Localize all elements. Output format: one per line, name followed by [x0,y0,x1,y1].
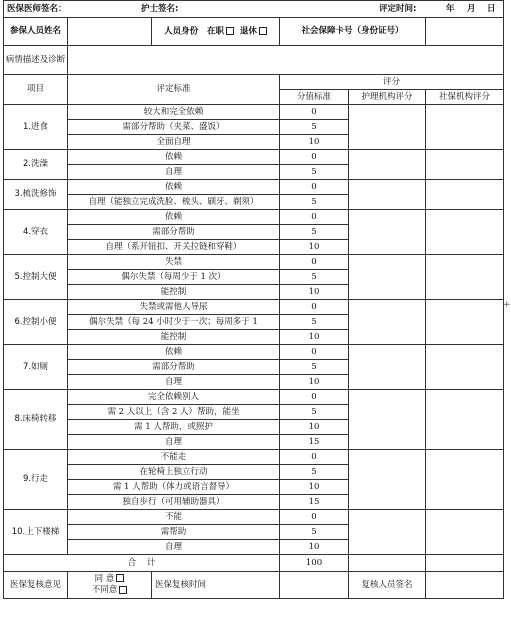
item-header: 项目 [4,75,68,105]
criteria-score: 10 [280,540,349,555]
criteria-score: 5 [280,195,349,210]
criteria-score: 10 [280,480,349,495]
item-name: 10.上下楼梯 [4,510,68,555]
nursing-score-cell[interactable] [349,255,426,300]
criteria-score: 5 [280,225,349,240]
signature-header-row [4,1,504,18]
score-header: 评分 [280,75,504,90]
total-label: 合 计 [4,555,280,572]
status-retired-label: 退休 [239,26,257,37]
nursing-score-cell[interactable] [349,210,426,255]
identity-label: 人员身份 [164,26,199,37]
social-score-cell[interactable] [426,210,504,255]
status-working-checkbox[interactable] [226,27,234,35]
criteria-score: 10 [280,330,349,345]
criteria-score: 15 [280,495,349,510]
social-score-cell[interactable] [426,255,504,300]
items-body [4,105,504,555]
nursing-score-cell[interactable] [349,450,426,510]
month-label: 月 [467,4,476,14]
disagree-label: 不同意 [91,585,118,595]
criteria-score: 5 [280,405,349,420]
criteria-text: 不能 [68,510,280,525]
criteria-text: 需部分帮助 [68,225,280,240]
criteria-score: 5 [280,165,349,180]
review-time-label: 医保复核时间 [152,572,280,599]
criteria-score: 0 [280,105,349,120]
criteria-text: 需部分帮助（夹菜、盛饭） [68,120,280,135]
social-score-cell[interactable] [426,150,504,180]
criteria-score: 5 [280,315,349,330]
criteria-text: 较大和完全依赖 [68,105,280,120]
item-name: 5.控制大便 [4,255,68,300]
social-score-cell[interactable] [426,450,504,510]
criteria-score: 5 [280,525,349,540]
nurse-sign-label: 护士签名: [141,4,179,14]
criteria-score: 15 [280,435,349,450]
criteria-text: 全面自理 [68,135,280,150]
criteria-row [4,450,504,465]
agree-checkbox[interactable] [116,574,124,582]
criteria-score: 0 [280,390,349,405]
criteria-score: 0 [280,450,349,465]
criteria-text: 自理 [68,165,280,180]
criteria-text: 需 1 人帮助（体力或语言督导） [68,480,280,495]
nursing-score-cell[interactable] [349,345,426,390]
nursing-score-cell[interactable] [349,105,426,150]
criteria-text: 在轮椅上独立行动 [68,465,280,480]
margin-mark: + [503,300,511,310]
criteria-row [4,510,504,525]
criteria-text: 需 2 人以上（含 2 人）帮助，能坐 [68,405,280,420]
criteria-text: 失禁 [68,255,280,270]
criteria-text: 完全依赖别人 [68,390,280,405]
criteria-score: 10 [280,420,349,435]
criteria-text: 需 1 人帮助，或照护 [68,420,280,435]
social-score-cell[interactable] [426,180,504,210]
social-score-cell[interactable] [426,345,504,390]
review-opinion-label: 医保复核意见 [4,572,68,599]
criteria-row [4,300,504,315]
condition-field[interactable] [68,46,504,75]
nursing-score-cell[interactable] [349,300,426,345]
criteria-score: 10 [280,135,349,150]
item-name: 6.控制小便 [4,300,68,345]
total-score: 100 [280,555,349,572]
criteria-score: 10 [280,285,349,300]
criteria-score: 5 [280,270,349,285]
criteria-text: 依赖 [68,345,280,360]
status-retired-checkbox[interactable] [259,27,267,35]
criteria-score: 5 [280,360,349,375]
assessment-form [3,0,503,599]
year-label: 年 [446,4,455,14]
identity-cell [152,18,280,46]
disagree-checkbox[interactable] [119,586,127,594]
social-score-header: 社保机构评分 [426,90,504,105]
item-name: 9.行走 [4,450,68,510]
criteria-score: 0 [280,180,349,195]
score-standard-header: 分值标准 [280,90,349,105]
criteria-score: 5 [280,120,349,135]
item-name: 7.如厕 [4,345,68,390]
criteria-text: 失禁或需他人导尿 [68,300,280,315]
reviewer-sign-label: 复核人员签名 [349,572,426,599]
criteria-score: 10 [280,375,349,390]
eval-time-label: 评定时间: [379,4,417,14]
item-name: 8.床椅转移 [4,390,68,450]
criteria-score: 0 [280,345,349,360]
review-time-field[interactable] [280,572,349,599]
criteria-text: 需部分帮助 [68,360,280,375]
criteria-score: 5 [280,465,349,480]
day-label: 日 [487,4,496,14]
criteria-text: 依赖 [68,150,280,165]
criteria-text: 依赖 [68,210,280,225]
item-name: 1.进食 [4,105,68,150]
criteria-row [4,105,504,120]
social-score-cell[interactable] [426,390,504,450]
item-name: 4.穿衣 [4,210,68,255]
criteria-text: 独自步行（可用辅助器具） [68,495,280,510]
criteria-score: 10 [280,240,349,255]
insured-name-label: 参保人员姓名 [4,18,68,46]
review-choice-cell [68,572,152,599]
form-table [3,0,504,599]
nursing-score-cell[interactable] [349,150,426,180]
standard-header: 评定标准 [68,75,280,105]
criteria-text: 自理（系开钮扣、开关拉链和穿鞋） [68,240,280,255]
criteria-text: 偶尔失禁（每 24 小时少于一次；每周多于 1 [68,315,280,330]
criteria-row [4,180,504,195]
social-score-cell[interactable] [426,105,504,150]
criteria-row [4,255,504,270]
criteria-row [4,150,504,165]
nursing-score-cell[interactable] [349,510,426,555]
criteria-text: 能控制 [68,285,280,300]
doctor-sign-label: 医保医师签名： [7,3,67,14]
criteria-text: 自理 [68,435,280,450]
total-social-score[interactable] [426,555,504,572]
criteria-text: 能控制 [68,330,280,345]
social-score-cell[interactable] [426,300,504,345]
nursing-score-cell[interactable] [349,180,426,210]
status-working-label: 在职 [206,26,224,37]
criteria-score: 0 [280,255,349,270]
nursing-score-header: 护理机构评分 [349,90,426,105]
total-nursing-score[interactable] [349,555,426,572]
item-name: 3.梳洗修饰 [4,180,68,210]
criteria-text: 偶尔失禁（每周少于 1 次） [68,270,280,285]
nursing-score-cell[interactable] [349,390,426,450]
criteria-text: 依赖 [68,180,280,195]
insured-name-field[interactable] [68,18,152,46]
agree-label: 同 意 [94,573,115,584]
criteria-text: 需帮助 [68,525,280,540]
criteria-score: 0 [280,210,349,225]
criteria-score: 0 [280,510,349,525]
criteria-row [4,210,504,225]
criteria-text: 自理 [68,540,280,555]
criteria-score: 0 [280,300,349,315]
social-score-cell[interactable] [426,510,504,555]
criteria-text: 自理（能独立完成洗脸、梳头、刷牙、剃须） [68,195,280,210]
card-label: 社会保障卡号（身份证号） [280,18,426,46]
criteria-row [4,390,504,405]
card-number-field[interactable] [426,18,504,46]
criteria-score: 0 [280,150,349,165]
criteria-text: 自理 [68,375,280,390]
criteria-text: 不能走 [68,450,280,465]
criteria-row [4,345,504,360]
item-name: 2.洗澡 [4,150,68,180]
condition-label: 病情描述及诊断 [4,46,68,75]
reviewer-sign-field[interactable] [426,572,504,599]
